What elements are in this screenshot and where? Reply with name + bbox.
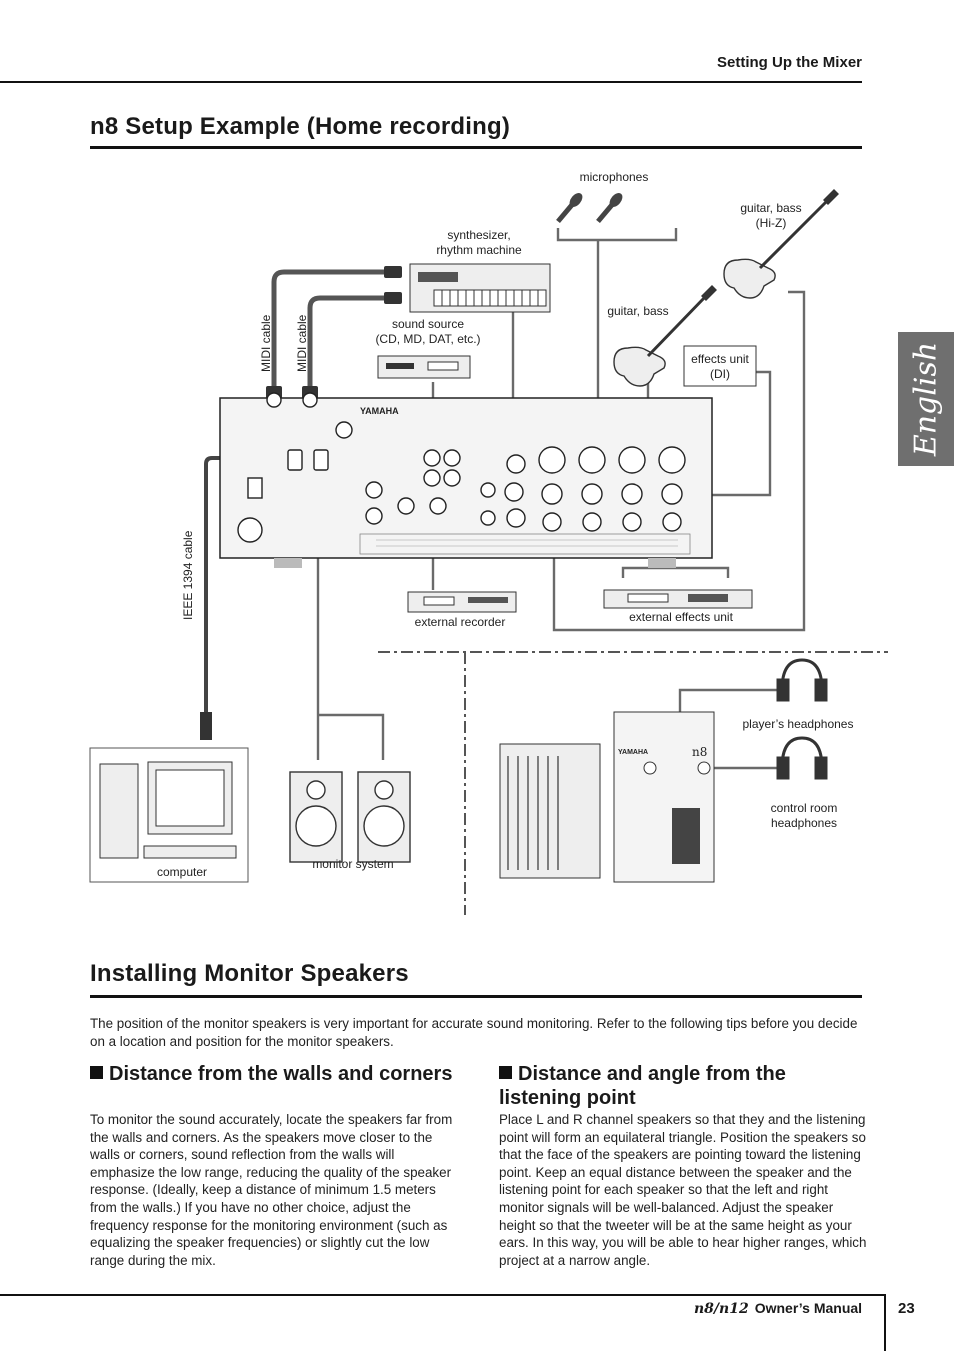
angle-heading-text: Distance and angle from the listening point (499, 1063, 786, 1109)
mixer-top-panel (500, 712, 714, 882)
heading-bullet (499, 1066, 512, 1079)
footer-model: n8/n12 (694, 1301, 749, 1317)
walls-heading (90, 1062, 458, 1086)
footer-rule (0, 1294, 885, 1296)
label-effects-unit-2: (DI) (710, 367, 730, 381)
label-monitor-system: monitor system (312, 857, 394, 871)
walls-heading-text: Distance from the walls and corners (109, 1063, 453, 1085)
angle-heading (499, 1062, 869, 1110)
label-control-room: control room (770, 801, 838, 815)
label-external-recorder: external recorder (414, 615, 506, 629)
label-guitar-bass: guitar, bass (607, 304, 669, 318)
footer-title (694, 1300, 862, 1317)
computer-icon (90, 748, 248, 882)
label-microphones: microphones (579, 170, 649, 184)
top-panel-logo: YAMAHA (618, 749, 649, 756)
setup-heading: n8 Setup Example (Home recording) (90, 113, 511, 140)
angle-body: Place L and R channel speakers so that they and the listening point will form an equilateral triangle. Position the speakers so that the face of the speakers are pointing toward the listening point. Keep an equal distance between the speaker and the listening point for each speaker so that the left and right monitor signals will be well-balanced. Adjust the speaker height so that the tweeter will be at the same height as your ears. In this way, you will be able to hear higher ranges, which project at a narrow angle. (499, 1112, 867, 1268)
footer-divider (884, 1294, 886, 1351)
ieee-connector (200, 712, 212, 740)
synthesizer-icon (410, 264, 550, 312)
rear-panel-logo: YAMAHA (360, 406, 399, 416)
setup-diagram (88, 160, 888, 920)
label-midi-cable-1: MIDI cable (259, 314, 273, 372)
walls-body: To monitor the sound accurately, locate the speakers far from the walls and corners. As the speakers move closer to the walls or corners, sound reflection from the walls will emphasize the low range, reducing the quality of the speaker response. (Ideally, keep a distance of minimum 1.5 meters from the walls.) If you have no other choice, adjust the frequency response for the monitoring environment (such as equalizing the speaker frequencies) or slightly cut the low range during the mix. (90, 1112, 453, 1268)
label-guitar-hiz: guitar, bass (740, 201, 802, 215)
label-players-headphones: player’s headphones (742, 717, 854, 731)
footer-manual: Owner’s Manual (754, 1300, 863, 1316)
label-ieee-cable: IEEE 1394 cable (181, 530, 195, 620)
cd-player-icon (378, 356, 470, 378)
header-rule (0, 81, 862, 83)
label-midi-cable-2: MIDI cable (295, 314, 309, 372)
running-header: Setting Up the Mixer (716, 54, 862, 71)
label-external-effects: external effects unit (629, 610, 733, 624)
monitor-heading: Installing Monitor Speakers (90, 960, 409, 987)
microphone-icons (554, 191, 625, 225)
language-tab (898, 332, 954, 466)
label-synthesizer: synthesizer, (447, 228, 511, 242)
page-number: 23 (898, 1300, 915, 1317)
label-effects-unit: effects unit (691, 352, 749, 366)
heading-bullet (90, 1066, 103, 1079)
midi-cables (274, 272, 388, 390)
label-rhythm-machine: rhythm machine (436, 243, 522, 257)
monitor-intro: The position of the monitor speakers is very important for accurate sound monitoring. Refer to the following tips before you decide on a location and position for the monitor speakers. (90, 1016, 858, 1049)
label-control-room-2: headphones (770, 816, 838, 830)
label-guitar-hiz-2: (Hi-Z) (755, 216, 787, 230)
language-tab-label: English (908, 341, 944, 457)
external-recorder-icon (408, 592, 516, 612)
label-sound-source-2: (CD, MD, DAT, etc.) (375, 332, 481, 346)
setup-heading-rule (90, 146, 862, 149)
label-sound-source: sound source (391, 317, 465, 331)
mixer-rear-panel (220, 393, 712, 568)
top-panel-model: n8 (692, 745, 708, 759)
label-computer: computer (156, 865, 208, 879)
external-effects-icon (604, 590, 752, 608)
monitor-heading-rule (90, 995, 862, 998)
monitor-speaker-icons (290, 772, 410, 862)
